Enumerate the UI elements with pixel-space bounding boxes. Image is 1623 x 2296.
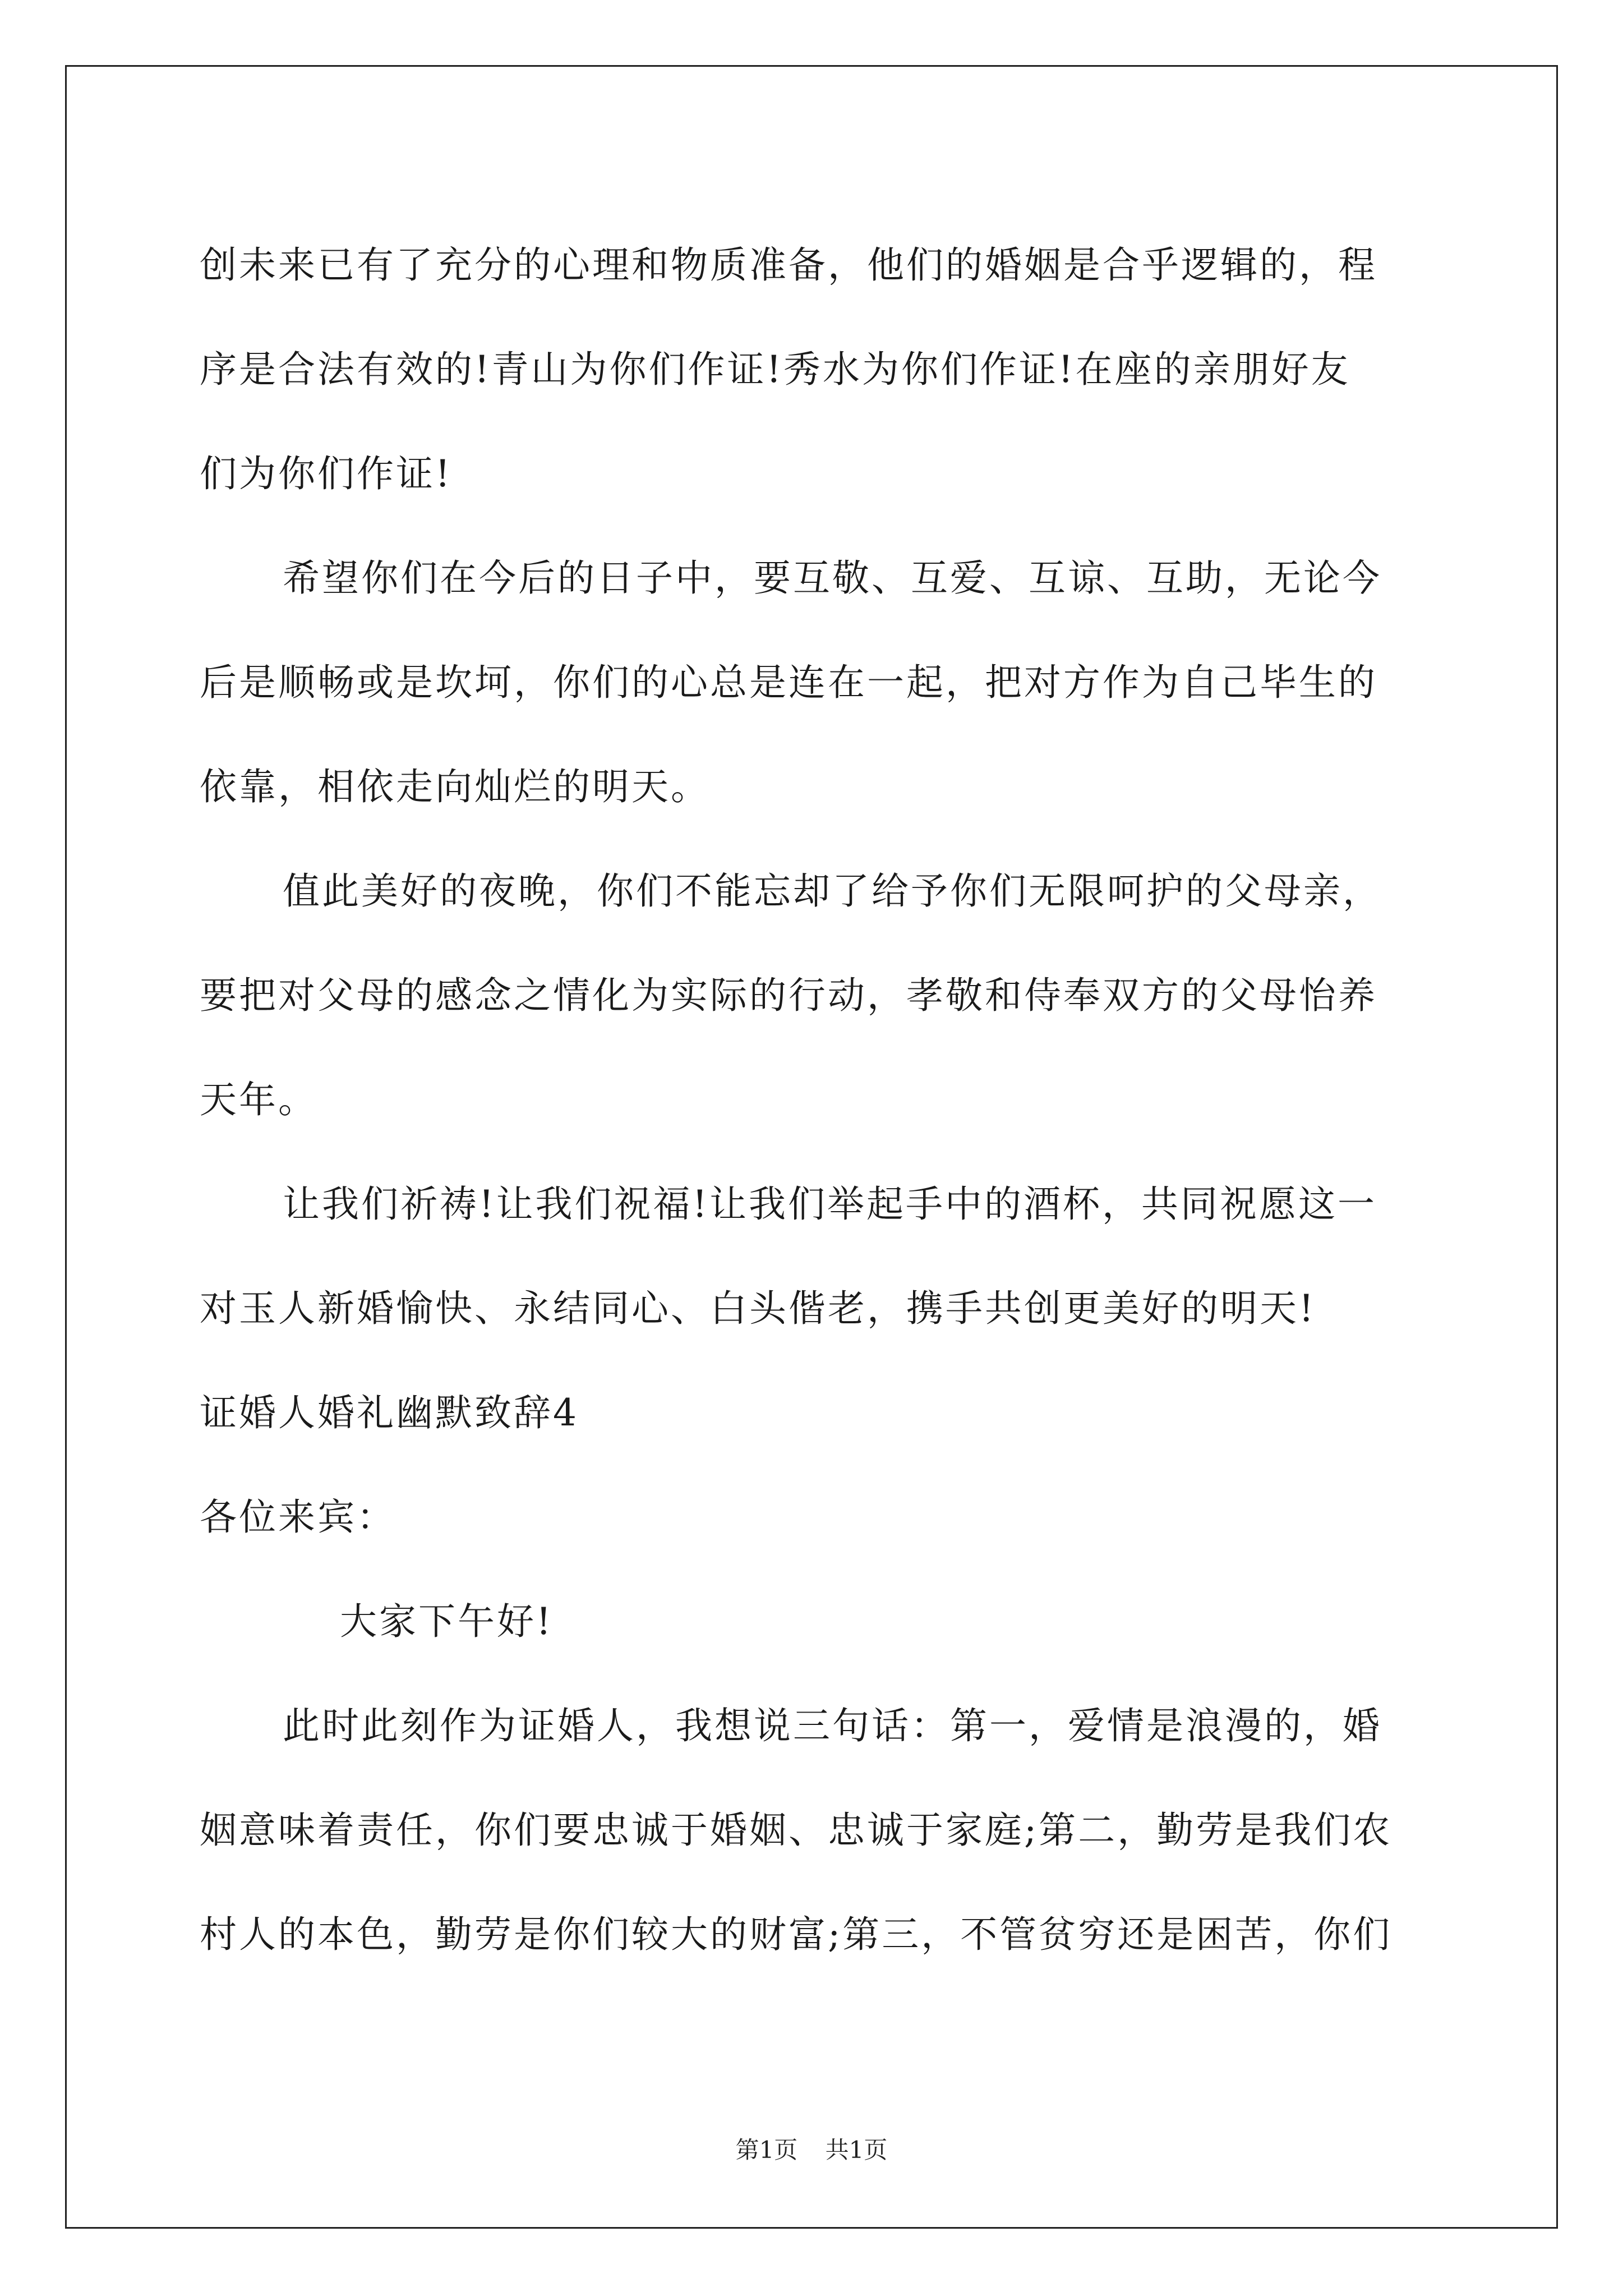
- paragraph-line: 依靠，相依走向灿烂的明天。: [200, 765, 710, 808]
- paragraph-line: 希望你们在今后的日子中，要互敬、互爱、互谅、互助，无论今: [283, 556, 1382, 600]
- section-heading: 证婚人婚礼幽默致辞4: [200, 1391, 579, 1434]
- paragraph-line: 要把对父母的感念之情化为实际的行动，孝敬和侍奉双方的父母怡养: [200, 974, 1377, 1017]
- paragraph-line: 值此美好的夜晚，你们不能忘却了给予你们无限呵护的父母亲，: [283, 869, 1382, 913]
- paragraph-line: 姻意味着责任，你们要忠诚于婚姻、忠诚于家庭;第二，勤劳是我们农: [200, 1809, 1393, 1852]
- greeting: 大家下午好!: [340, 1600, 554, 1643]
- paragraph-line: 此时此刻作为证婚人，我想说三句话：第一，爱情是浪漫的，婚: [283, 1704, 1382, 1747]
- page-number: 第1页: [735, 2136, 798, 2164]
- page-footer: [0, 2132, 1623, 2165]
- paragraph-line: 对玉人新婚愉快、永结同心、白头偕老，携手共创更美好的明天!: [200, 1287, 1316, 1330]
- paragraph-line: 序是合法有效的!青山为你们作证!秀水为你们作证!在座的亲朋好友: [200, 348, 1350, 391]
- paragraph-line: 天年。: [200, 1078, 317, 1121]
- document-body: [200, 213, 1433, 1987]
- paragraph-line: 让我们祈祷!让我们祝福!让我们举起手中的酒杯，共同祝愿这一: [283, 1182, 1377, 1226]
- paragraph-line: 们为你们作证!: [200, 452, 453, 495]
- page-total: 共1页: [825, 2136, 888, 2164]
- salutation: 各位来宾：: [200, 1496, 396, 1539]
- paragraph-line: 创未来已有了充分的心理和物质准备，他们的婚姻是合乎逻辑的，程: [200, 243, 1377, 287]
- paragraph-line: 后是顺畅或是坎坷，你们的心总是连在一起，把对方作为自己毕生的: [200, 661, 1377, 704]
- paragraph-line: 村人的本色，勤劳是你们较大的财富;第三，不管贫穷还是困苦，你们: [200, 1913, 1393, 1956]
